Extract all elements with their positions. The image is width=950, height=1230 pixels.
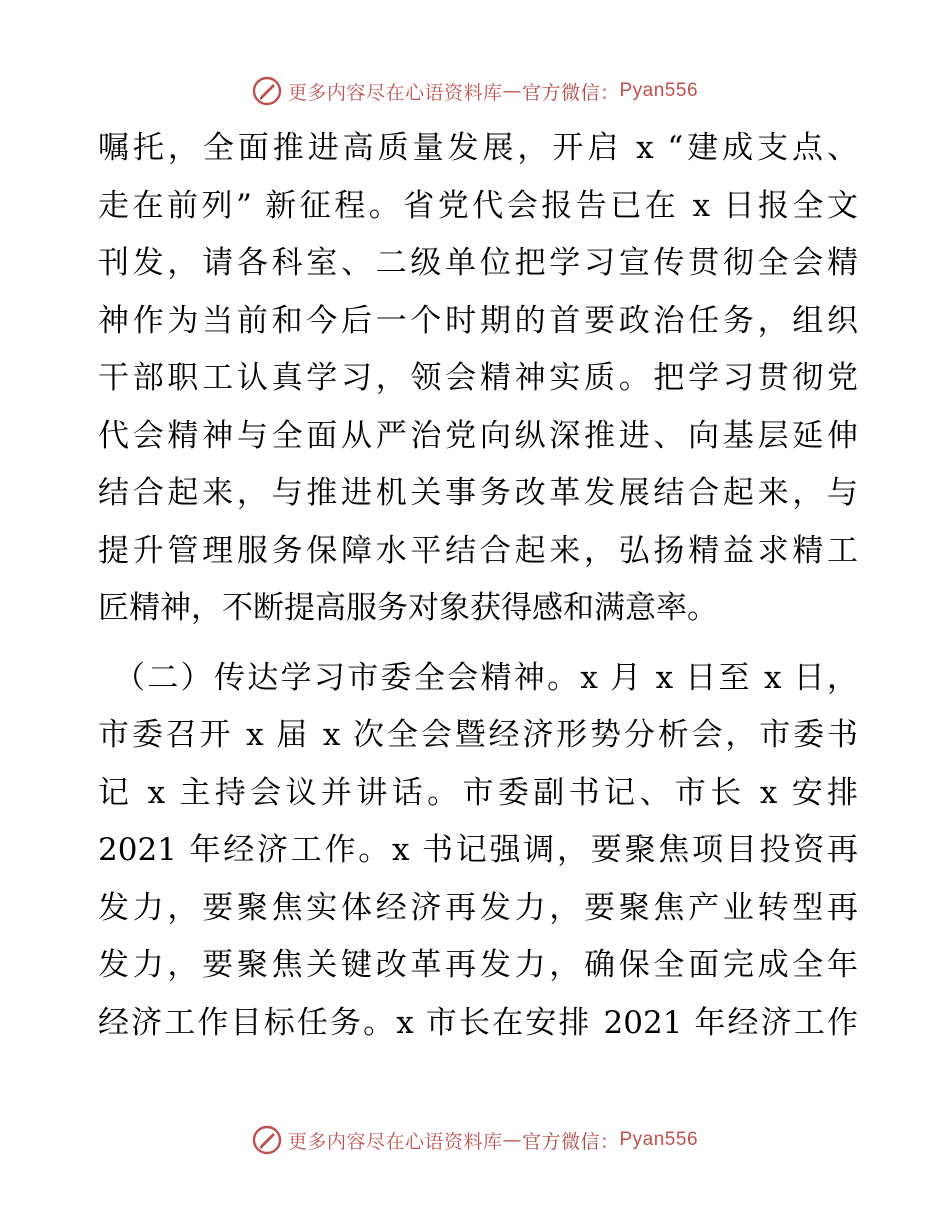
watermark-dash: — — [502, 1129, 522, 1151]
watermark-site-text: 更多内容尽在心语资料库 — [287, 1130, 503, 1153]
text-line: 刊发，请各科室、二级单位把学习宣传贯彻全会精 — [98, 245, 858, 281]
paragraph-gap — [98, 638, 858, 650]
text-line: 匠精神，不断提高服务对象获得感和满意率。 — [98, 590, 718, 626]
text-line: 结合起来，与推进机关事务改革发展结合起来，与 — [98, 475, 858, 511]
text-line: 经济工作目标任务。x 市长在安排 2021 年经济工作 — [98, 1004, 858, 1041]
logo-icon — [252, 1125, 282, 1155]
paragraph-1 — [98, 120, 858, 638]
text-line: 记 x 主持会议并讲话。市委副书记、市长 x 安排 — [98, 774, 858, 811]
text-line: 发力，要聚焦实体经济再发力，要聚焦产业转型再 — [98, 889, 858, 926]
footer-watermark — [0, 1123, 950, 1157]
text-line: 提升管理服务保障水平结合起来，弘扬精益求精工 — [98, 532, 858, 569]
section-heading-line: （二）传达学习市委全会精神。x 月 x 日至 x 日， — [114, 659, 858, 696]
text-line: 走在前列” 新征程。省党代会报告已在 x 日报全文 — [98, 187, 858, 224]
text-line: 嘱托，全面推进高质量发展，开启 x “建成支点、 — [98, 130, 858, 166]
paragraph-2 — [98, 650, 858, 1053]
watermark-site-text: 更多内容尽在心语资料库 — [287, 81, 503, 104]
text-line: 市委召开 x 届 x 次全会暨经济形势分析会，市委书 — [98, 717, 858, 753]
watermark-wechat-id: Pyan556 — [619, 80, 699, 101]
header-watermark — [0, 74, 950, 108]
document-body — [98, 120, 858, 1052]
watermark-wechat-label: 官方微信： — [521, 1130, 620, 1153]
text-line: 神作为当前和今后一个时期的首要政治任务，组织 — [98, 302, 858, 339]
text-line: 干部职工认真学习，领会精神实质。把学习贯彻党 — [98, 360, 858, 396]
watermark-wechat-label: 官方微信： — [521, 81, 620, 104]
watermark-dash: — — [502, 80, 522, 102]
text-line: 2021 年经济工作。x 书记强调，要聚焦项目投资再 — [98, 832, 858, 868]
text-line: 发力，要聚焦关键改革再发力，确保全面完成全年 — [98, 947, 858, 983]
logo-icon — [252, 76, 282, 106]
watermark-wechat-id: Pyan556 — [619, 1129, 699, 1150]
text-line: 代会精神与全面从严治党向纵深推进、向基层延伸 — [98, 417, 858, 454]
